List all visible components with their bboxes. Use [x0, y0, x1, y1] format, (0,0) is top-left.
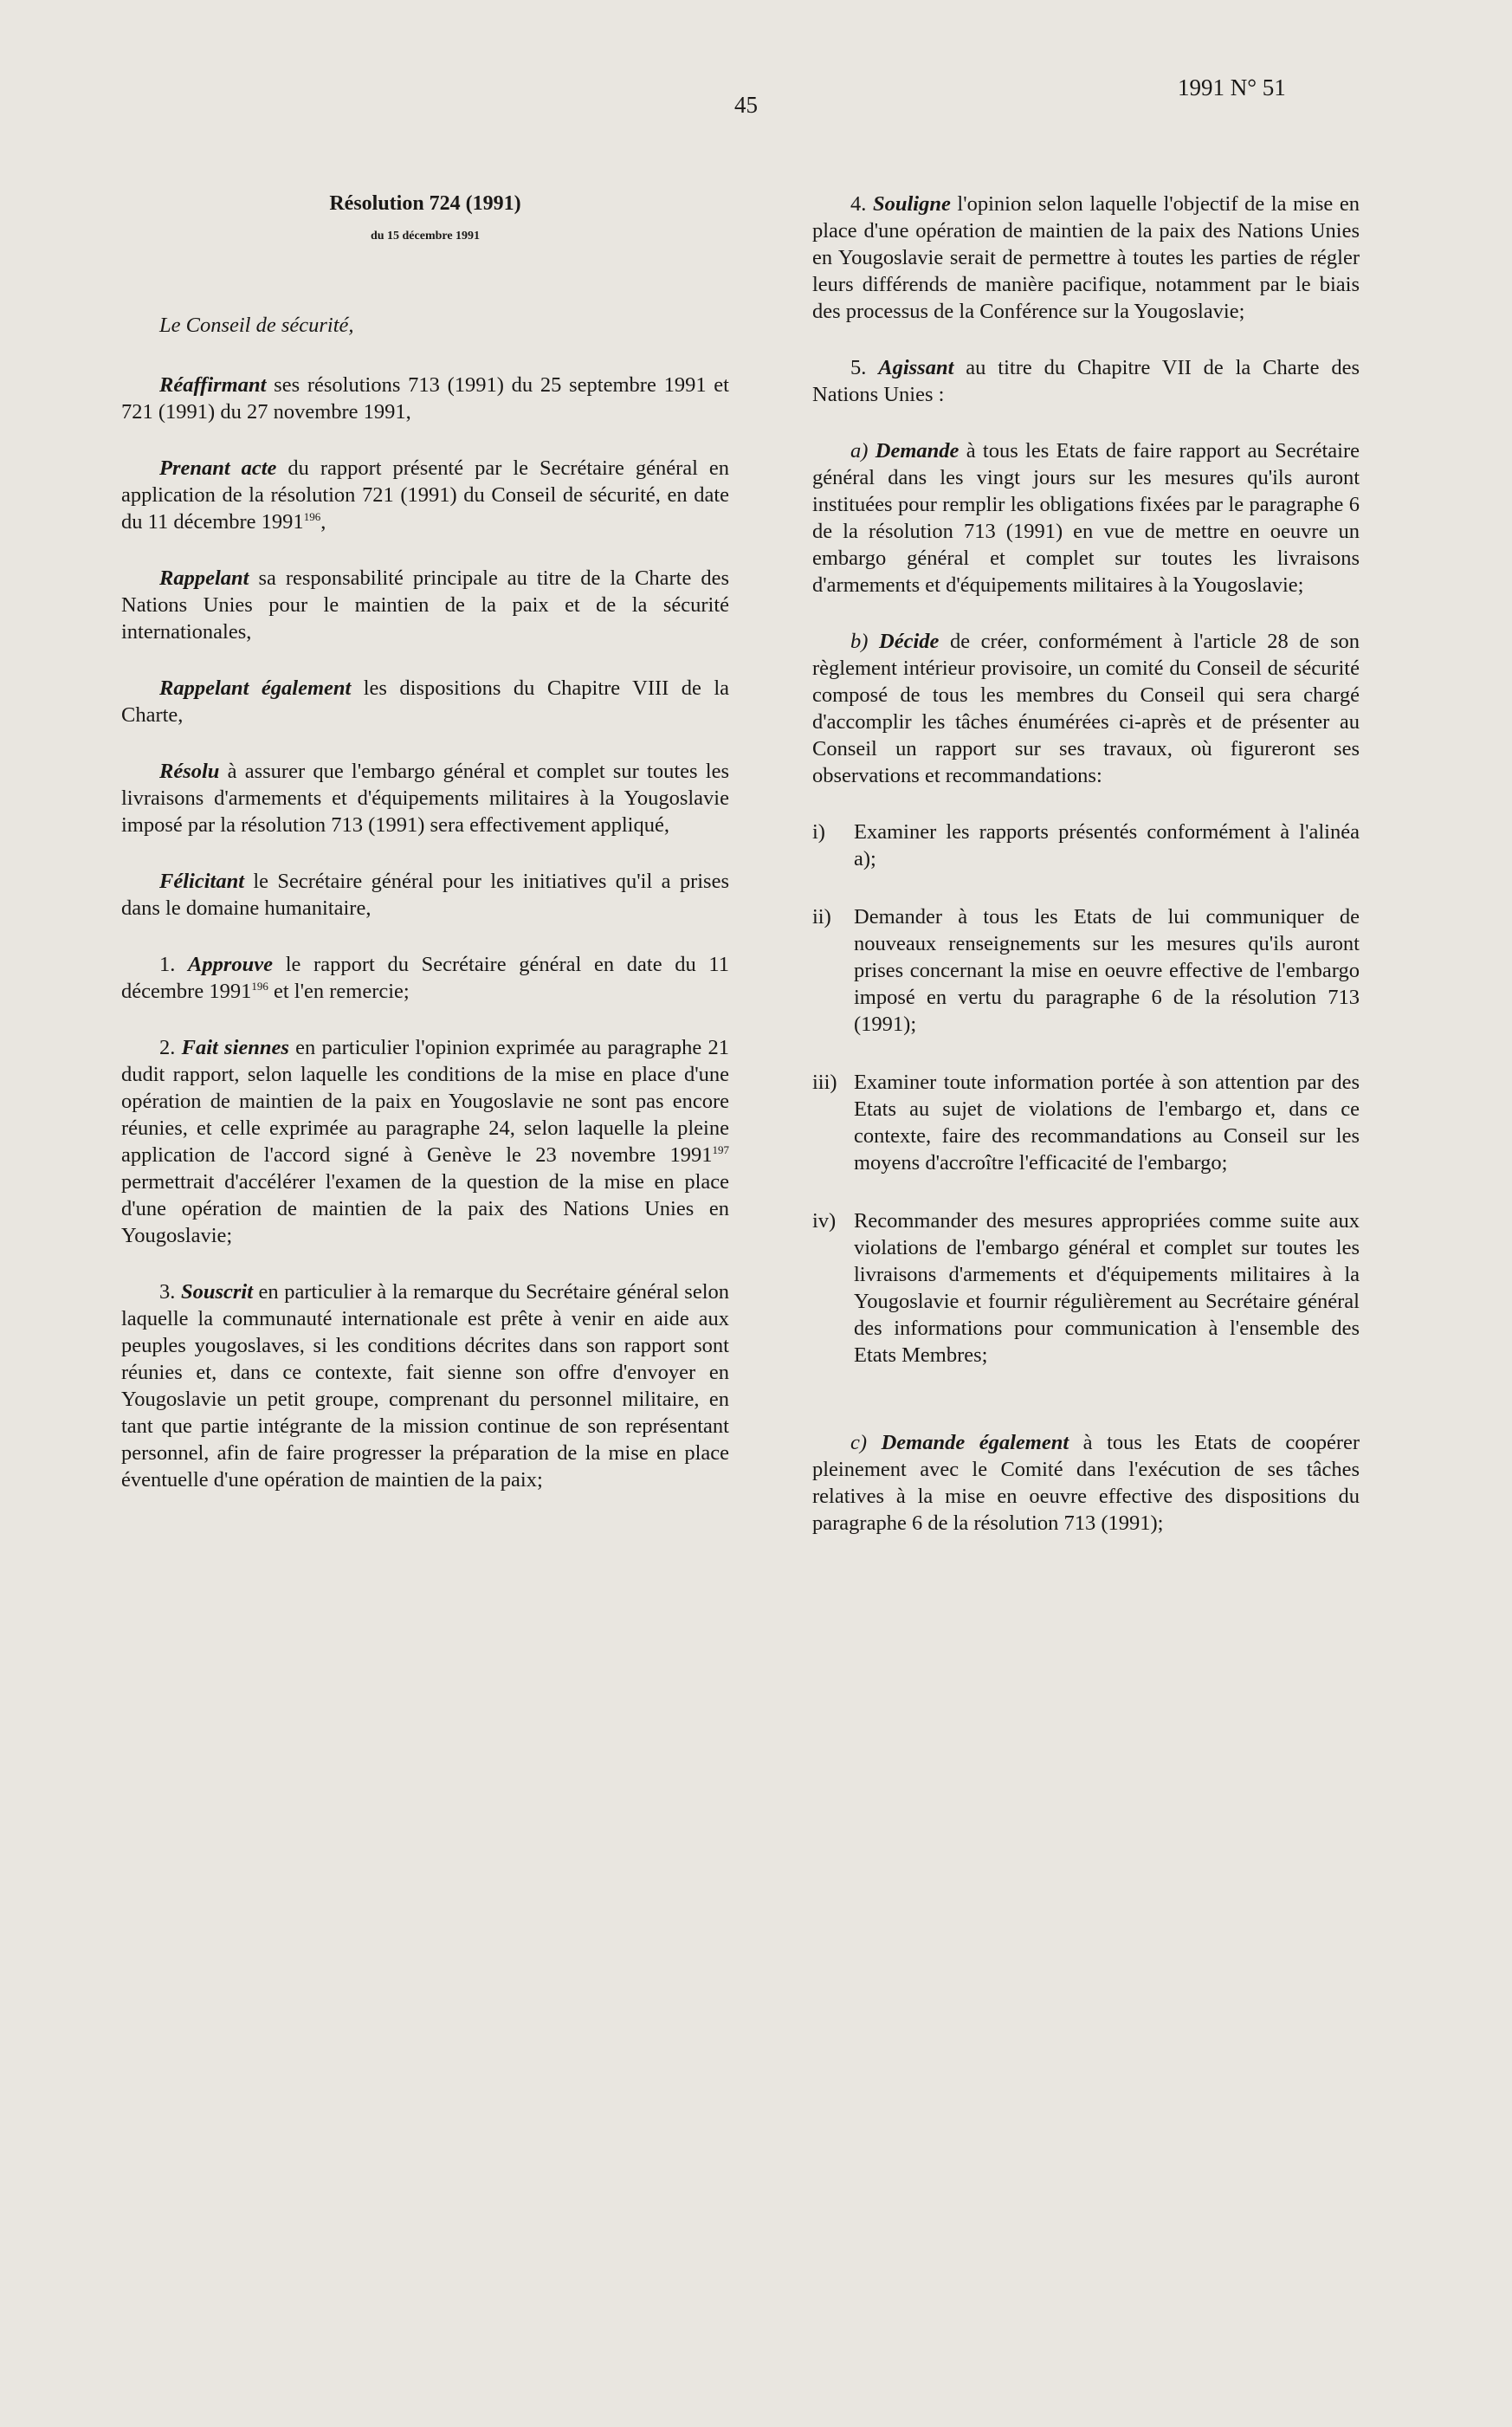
document-reference: 1991 N° 51 [1178, 74, 1286, 100]
list-item-text: Demander à tous les Etats de lui communiquer de nouveaux renseignements sur les mesures qu'ils auront prises concernant la mise en oeuvre effective de l'embargo imposé en vertu du paragraphe 6 de la résolution 713 (1991); [854, 905, 1360, 1036]
paragraph-text: à tous les Etats de coopérer pleinement avec le Comité dans l'exécution de ses tâches relatives à la mise en oeuvre effective des dispositions du paragraphe 6 de la résolution 713 (1991); [812, 1431, 1360, 1535]
paragraph-text: à assurer que l'embargo général et complet sur toutes les livraisons d'armements et d'équipements militaires à la Yougoslavie imposé par la résolution 713 (1991) sera effectivement appliqué, [121, 760, 729, 837]
paragraph-text: en particulier l'opinion exprimée au paragraphe 21 dudit rapport, selon laquelle les conditions de la mise en place d'une opération de maintien de la paix en Yougoslavie ne sont pas encore réunies, et celle exprimée au paragraphe 24, selon laquelle la pleine application de l'accord signé à Genève le 23 novembre 1991 [121, 1036, 729, 1167]
keyword: Félicitant [159, 870, 244, 893]
operative-paragraph-5 [812, 354, 1360, 408]
keyword: Approuve [188, 953, 274, 976]
list-marker: i) [812, 820, 825, 844]
resolution-title: Résolution 724 (1991) [329, 192, 521, 215]
paragraph-text-tail: , [320, 510, 326, 534]
keyword: Décide [879, 630, 940, 653]
keyword: Souscrit [180, 1280, 253, 1304]
paragraph-text: le rapport du Secrétaire général en date du 11 décembre 1991 [121, 953, 730, 1003]
list-item-text: Examiner toute information portée à son attention par des Etats au sujet de violations de l'embargo et, dans ce contexte, faire des recommandations au Conseil sur les moyens d'accroître l'efficacité de l'embargo; [854, 1071, 1360, 1175]
preamble-paragraph [121, 455, 729, 535]
keyword: Souligne [872, 192, 951, 216]
keyword: Agissant [878, 356, 954, 379]
footnote-ref: 196 [303, 509, 321, 523]
paragraph-text: sa responsabilité principale au titre de la Charte des Nations Unies pour le maintien de la paix et de la sécurité internationales, [121, 566, 729, 644]
paragraph-text: du rapport présenté par le Secrétaire général en application de la résolution 721 (1991) du Conseil de sécurité, en date du 11 décembre 1991 [121, 456, 729, 534]
operative-paragraph-2 [121, 1034, 729, 1249]
paragraph-text: l'opinion selon laquelle l'objectif de la mise en place d'une opération de maintien de la paix des Nations Unies en Yougoslavie serait de permettre à toutes les parties de régler leurs différends de manière pacifique, notamment par le biais des processus de la Conférence sur la Yougoslavie; [812, 192, 1360, 323]
paragraph-text: au titre du Chapitre VII de la Charte des Nations Unies : [812, 356, 1360, 406]
keyword: Résolu [159, 760, 220, 783]
list-item [812, 819, 1360, 872]
list-item-text: Recommander des mesures appropriées comme suite aux violations de l'embargo général et complet sur toutes les livraisons d'armements et d'équipements militaires à la Yougoslavie et fournir régulièrement au Secrétaire général des informations pour communication à l'ensemble des Etats Membres; [854, 1209, 1360, 1367]
operative-paragraph-1 [121, 951, 729, 1005]
page-number: 45 [734, 92, 758, 118]
list-item-text: Examiner les rapports présentés conformément à l'alinéa a); [854, 820, 1360, 870]
paragraph-text: en particulier à la remarque du Secrétaire général selon laquelle la communauté internationale est prête à venir en aide aux peuples yougoslaves, si les conditions décrites dans son rapport sont réunies et, dans ce contexte, fait sienne son offre d'envoyer en Yougoslavie un petit groupe, comprenant du personnel militaire, en tant que partie intégrante de la mission continue de son représentant personnel, afin de faire progresser la préparation de la mise en place éventuelle d'une opération de maintien de la paix; [121, 1280, 730, 1492]
paragraph-number: 5. [850, 356, 867, 379]
paragraph-text: à tous les Etats de faire rapport au Secrétaire général dans les vingt jours sur les mesures qu'ils auront instituées pour remplir les obligations fixées par le paragraphe 6 de la résolution 713 (1991) en vue de mettre en oeuvre un embargo général et complet sur toutes les livraisons d'armements et d'équipements militaires à la Yougoslavie; [812, 439, 1360, 597]
keyword: Rappelant [159, 566, 249, 590]
list-item [812, 1207, 1360, 1369]
preamble-paragraph [121, 565, 729, 645]
subparagraph-letter: b) [850, 630, 869, 653]
keyword: Demande également [881, 1431, 1069, 1454]
paragraph-text: les dispositions du Chapitre VIII de la Charte, [121, 676, 729, 727]
subparagraph-letter: a) [850, 439, 869, 463]
paragraph-number: 1. [159, 953, 176, 976]
right-column [812, 191, 1360, 1566]
subparagraph-b [812, 628, 1360, 789]
paragraph-text: le Secrétaire général pour les initiatives qu'il a prises dans le domaine humanitaire, [121, 870, 729, 920]
list-marker: ii) [812, 905, 831, 929]
footnote-ref: 197 [712, 1142, 729, 1156]
paragraph-text-tail: et l'en remercie; [268, 980, 410, 1003]
paragraph-number: 2. [159, 1036, 176, 1059]
operative-paragraph-4 [812, 191, 1360, 325]
list-marker: iv) [812, 1209, 837, 1233]
keyword: Prenant acte [159, 456, 277, 480]
preamble-paragraph [121, 372, 729, 425]
left-column [121, 191, 729, 1523]
paragraph-text: de créer, conformément à l'article 28 de son règlement intérieur provisoire, un comité du Conseil de sécurité composé de tous les membres du Conseil qui sera chargé d'accomplir les tâches énumérées ci-après et de présenter au Conseil un rapport sur ses travaux, où figureront ses observations et recommandations: [812, 630, 1360, 787]
list-marker: iii) [812, 1071, 837, 1094]
preamble-intro: Le Conseil de sécurité, [159, 314, 354, 337]
keyword: Réaffirmant [159, 373, 267, 397]
keyword: Fait siennes [181, 1036, 289, 1059]
paragraph-number: 3. [159, 1280, 176, 1304]
preamble-paragraph [121, 675, 729, 728]
paragraph-text-tail: permettrait d'accélérer l'examen de la question de la mise en place d'une opération de maintien de la paix des Nations Unies en Yougoslavie; [121, 1170, 729, 1247]
keyword: Rappelant également [159, 676, 352, 700]
preamble-paragraph [121, 758, 729, 838]
subparagraph-c [812, 1429, 1360, 1537]
subparagraph-letter: c) [850, 1431, 868, 1454]
list-item [812, 903, 1360, 1038]
list-item [812, 1069, 1360, 1176]
preamble-paragraph [121, 868, 729, 922]
footnote-ref: 196 [251, 979, 268, 993]
resolution-date: du 15 décembre 1991 [370, 230, 481, 243]
keyword: Demande [875, 439, 960, 463]
operative-paragraph-3 [121, 1278, 729, 1493]
paragraph-number: 4. [850, 192, 867, 216]
paragraph-text: ses résolutions 713 (1991) du 25 septembre 1991 et 721 (1991) du 27 novembre 1991, [121, 373, 729, 424]
subparagraph-a [812, 437, 1360, 599]
